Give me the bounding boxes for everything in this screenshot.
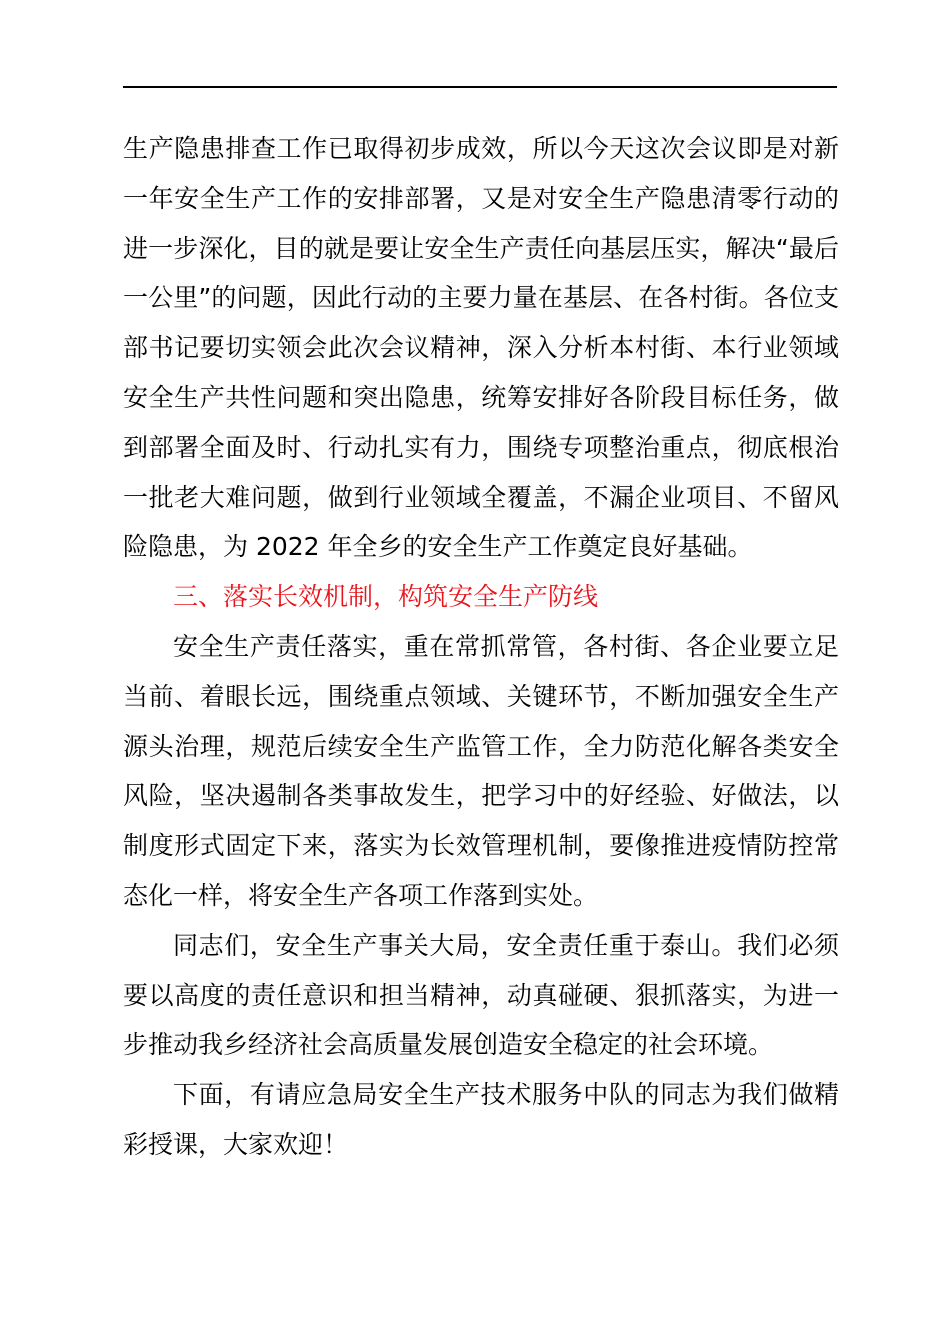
section-heading-3: 三、落实长效机制，构筑安全生产防线 xyxy=(173,582,599,612)
paragraph-continuation: 生产隐患排查工作已取得初步成效，所以今天这次会议即是对新一年安全生产工作的安排部署，又是对安全生产隐患清零行动的进一步深化，目的就是要让安全生产责任向基层压实，解决“最后一公里”的问题，因此行动的主要力量在基层、在各村街。各位支部书记要切实领会此次会议精神，深入分析本村街、本行业领域安全生产共性问题和突出隐患，统筹安排好各阶段目标任务，做到部署全面及时、行动扎实有力，围绕专项整治重点，彻底根治一批老大难问题，做到行业领域全覆盖，不漏企业项目、不留风险隐患，为 2022 年全乡的安全生产工作奠定良好基础。 xyxy=(123,134,839,562)
document-body xyxy=(123,124,839,1170)
paragraph-invitation: 下面，有请应急局安全生产技术服务中队的同志为我们做精彩授课，大家欢迎！ xyxy=(123,1080,839,1159)
header-rule xyxy=(123,86,837,88)
paragraph-long-term-mechanism: 安全生产责任落实，重在常抓常管，各村街、各企业要立足当前、着眼长远，围绕重点领域、关键环节，不断加强安全生产源头治理，规范后续安全生产监管工作，全力防范化解各类安全风险，坚决遏制各类事故发生，把学习中的好经验、好做法，以制度形式固定下来，落实为长效管理机制，要像推进疫情防控常态化一样，将安全生产各项工作落到实处。 xyxy=(123,631,839,910)
paragraph-comrades: 同志们，安全生产事关大局，安全责任重于泰山。我们必须要以高度的责任意识和担当精神，动真碰硬、狠抓落实，为进一步推动我乡经济社会高质量发展创造安全稳定的社会环境。 xyxy=(123,930,839,1060)
